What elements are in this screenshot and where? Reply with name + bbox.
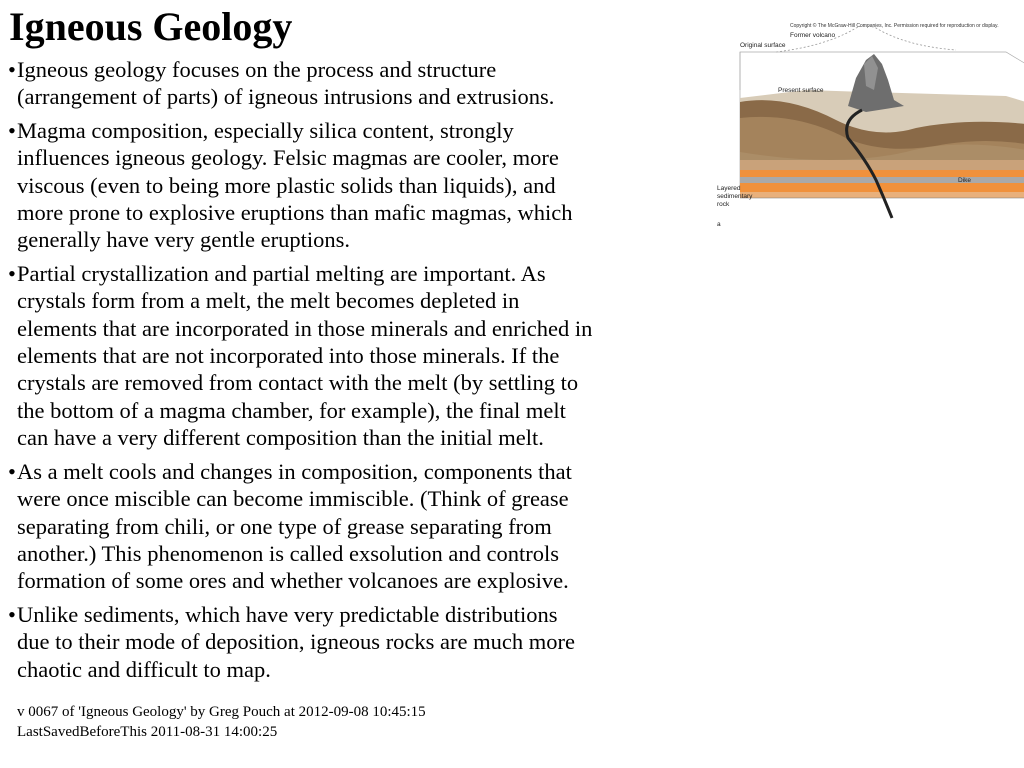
label-layered: Layered <box>717 185 741 192</box>
version-line: v 0067 of 'Igneous Geology' by Greg Pouch at 2012-09-08 10:45:15 <box>17 704 426 720</box>
bullet-marker: • <box>8 601 16 627</box>
label-present-surface: Present surface <box>778 87 824 94</box>
bullet-marker: • <box>8 57 16 82</box>
volcano-diagram <box>716 20 1024 230</box>
slide-footer <box>17 702 426 742</box>
bullet-item <box>8 458 748 595</box>
volcano-block-diagram <box>716 20 1024 230</box>
stratum-orange <box>740 170 1024 177</box>
former-volcano-outline <box>776 26 956 52</box>
label-dike: Dike <box>958 177 972 184</box>
label-former-volcano: Former volcano <box>790 32 836 39</box>
bullet-list <box>8 56 748 689</box>
bullet-item <box>8 260 748 452</box>
label-sedimentary: sedimentary <box>717 193 753 200</box>
slide-title: Igneous Geology <box>9 4 293 49</box>
label-original-surface: Original surface <box>740 42 786 49</box>
stratum-tan <box>740 160 1024 170</box>
bullet-marker: • <box>8 117 16 143</box>
bullet-text: Igneous geology focuses on the process and structure (arrangement of parts) of igneous intrusions and extrusions. <box>17 57 555 110</box>
bullet-marker: • <box>8 458 16 484</box>
bullet-marker: • <box>8 260 16 286</box>
bullet-text: As a melt cools and changes in composition, components that were once miscible can become immiscible. (Think of grease separating from chili, or one type of grease separating from another.) This phenomenon is called exsolution and controls formation of some ores and whether volcanoes are explosive. <box>17 458 572 594</box>
bullet-text: Partial crystallization and partial melting are important. As crystals form from a melt, the melt becomes depleted in elements that are incorporated in those minerals and enriched in elements that are not incorporated into those minerals. If the crystals are removed from contact with the melt (by settling to the bottom of a magma chamber, for example), the final melt can have a very different composition than the initial melt. <box>17 260 593 451</box>
stratum-grey <box>740 177 1024 183</box>
figure-copyright: Copyright © The McGraw-Hill Companies, Inc. Permission required for reproduction or display. <box>790 23 999 29</box>
label-rock: rock <box>717 201 730 208</box>
volcanic-neck <box>848 54 904 112</box>
bullet-item <box>8 601 748 683</box>
bullet-item <box>8 117 748 254</box>
last-saved-line: LastSavedBeforeThis 2011-08-31 14:00:25 <box>17 724 278 740</box>
bullet-text: Magma composition, especially silica content, strongly influences igneous geology. Felsic magmas are cooler, more viscous (even to being more plastic solids than liquids), and more prone to explosive eruptions than mafic magmas, which generally have very gentle eruptions. <box>17 117 573 253</box>
bullet-item <box>8 56 748 111</box>
panel-letter: a <box>717 221 721 228</box>
bullet-text: Unlike sediments, which have very predictable distributions due to their mode of deposition, igneous rocks are much more chaotic and difficult to map. <box>17 601 575 682</box>
